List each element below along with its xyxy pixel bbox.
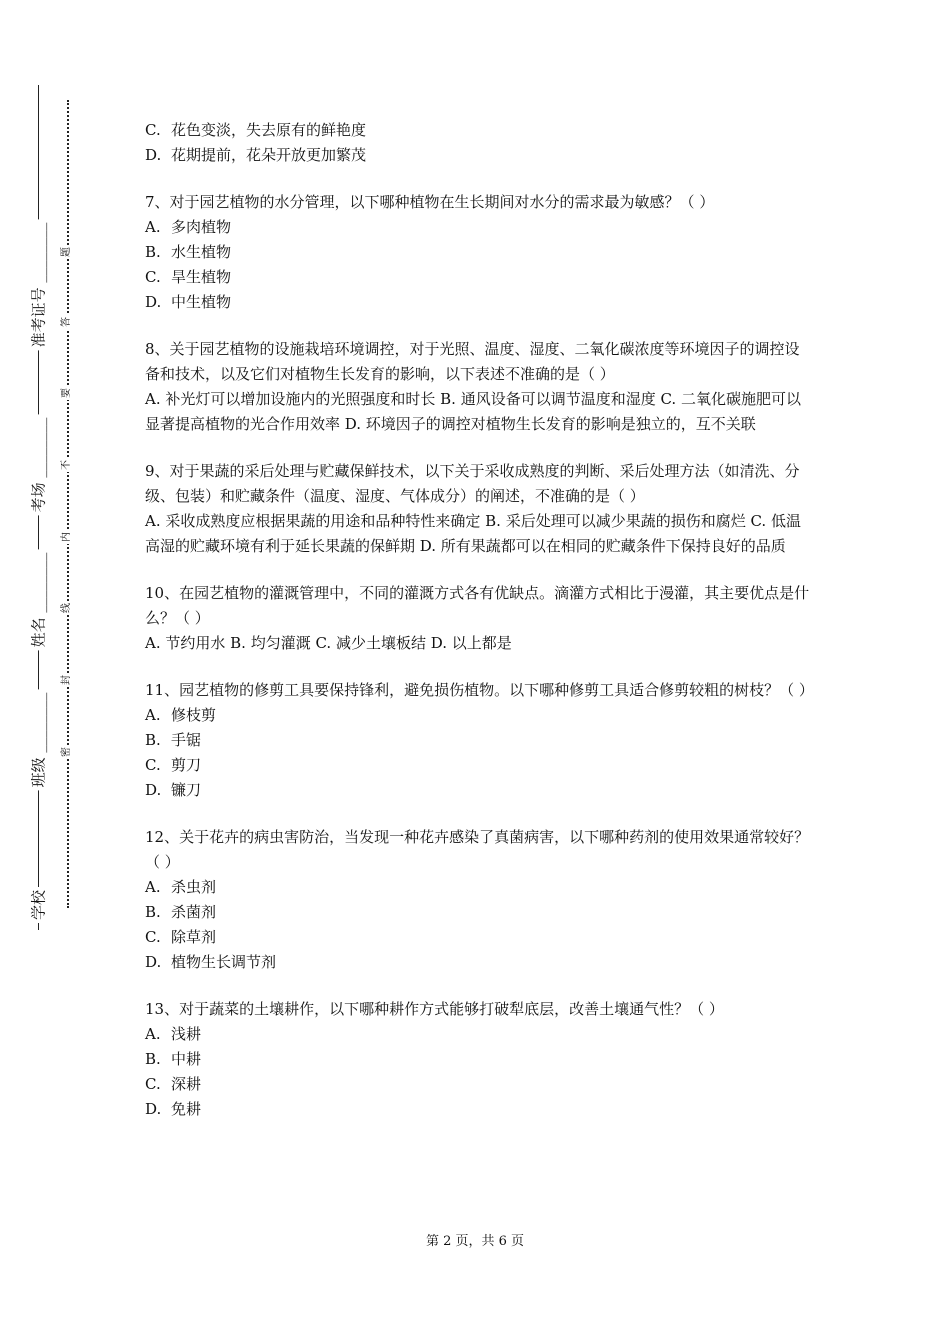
option: D. 镰刀	[145, 781, 202, 799]
school-field: 学校	[28, 887, 49, 923]
option: A. 多肉植物	[145, 218, 232, 236]
option: C. 旱生植物	[145, 268, 232, 286]
page-footer: 第 2 页，共 6 页	[425, 1234, 525, 1249]
option: B. 手锯	[145, 731, 202, 749]
question-title: 9、对于果蔬的采后处理与贮藏保鲜技术，以下关于采收成熟度的判断、采后处理方法（如清洗、分级、包装）和贮藏条件（温度、湿度、气体成分）的阐述，不准确的是（ ）	[145, 462, 800, 505]
question-title: 11、园艺植物的修剪工具要保持锋利，避免损伤植物。以下哪种修剪工具适合修剪较粗的树枝？（ ）	[145, 681, 814, 699]
question-7	[145, 190, 810, 315]
question-title: 13、对于蔬菜的土壤耕作，以下哪种耕作方式能够打破犁底层，改善土壤通气性？（ ）	[145, 1000, 724, 1018]
option: D. 植物生长调节剂	[145, 953, 277, 971]
seal-char: 内	[61, 532, 72, 542]
question-11	[145, 678, 814, 803]
question-9	[145, 459, 810, 559]
option: B. 杀菌剂	[145, 903, 217, 921]
seal-char: 线	[61, 603, 72, 613]
option: A. 修枝剪	[145, 706, 217, 724]
seal-char: 封	[61, 675, 72, 685]
inline-options: A. 采收成熟度应根据果蔬的用途和品种特性来确定 B. 采后处理可以减少果蔬的损伤和腐烂 C. 低温高湿的贮藏环境有利于延长果蔬的保鲜期 D. 所有果蔬都可以在相同的贮藏条件下保持良好的品质	[145, 512, 801, 555]
question-title: 8、关于园艺植物的设施栽培环境调控，对于光照、温度、湿度、二氧化碳浓度等环境因子的调控设备和技术，以及它们对植物生长发育的影响，以下表述不准确的是（ ）	[145, 340, 800, 383]
class-field: 班级 ________	[28, 690, 49, 791]
option: D. 中生植物	[145, 293, 232, 311]
seal-char: 密	[61, 747, 72, 757]
seal-char: 答	[61, 317, 72, 327]
option: A. 杀虫剂	[145, 878, 217, 896]
question-8	[145, 337, 810, 437]
question-10	[145, 581, 810, 656]
exam-id-field: 准考证号 ________	[28, 220, 49, 351]
question-list	[145, 118, 814, 1144]
option: C. 花色变淡，失去原有的鲜艳度	[145, 121, 367, 139]
name-field: 姓名 ________	[28, 550, 49, 651]
question-title: 12、关于花卉的病虫害防治，当发现一种花卉感染了真菌病害，以下哪种药剂的使用效果通常较好？（ ）	[145, 828, 810, 871]
seal-char: 题	[61, 247, 72, 257]
option: D. 免耕	[145, 1100, 202, 1118]
option: B. 中耕	[145, 1050, 202, 1068]
seal-char: 要	[61, 388, 72, 398]
option: D. 花期提前，花朵开放更加繁茂	[145, 146, 367, 164]
option: C. 剪刀	[145, 756, 202, 774]
question-13	[145, 997, 810, 1122]
option: B. 水生植物	[145, 243, 232, 261]
binding-margin	[0, 0, 90, 1344]
question-title: 10、在园艺植物的灌溉管理中，不同的灌溉方式各有优缺点。滴灌方式相比于漫灌，其主要优点是什么？（ ）	[145, 584, 810, 627]
margin-dotted-line	[67, 100, 69, 908]
exam-room-field: 考场 ________	[28, 415, 49, 516]
carryover-options	[145, 118, 810, 168]
question-12	[145, 825, 810, 975]
option: C. 深耕	[145, 1075, 202, 1093]
seal-char: 不	[61, 460, 72, 470]
option: C. 除草剂	[145, 928, 217, 946]
option: A. 浅耕	[145, 1025, 202, 1043]
question-title: 7、对于园艺植物的水分管理，以下哪种植物在生长期间对水分的需求最为敏感？（ ）	[145, 193, 715, 211]
inline-options: A. 补光灯可以增加设施内的光照强度和时长 B. 通风设备可以调节温度和湿度 C. 二氧化碳施肥可以显著提高植物的光合作用效率 D. 环境因子的调控对植物生长发育的影响是独立的，互不关联	[145, 390, 801, 433]
inline-options: A. 节约用水 B. 均匀灌溉 C. 减少土壤板结 D. 以上都是	[145, 634, 512, 652]
